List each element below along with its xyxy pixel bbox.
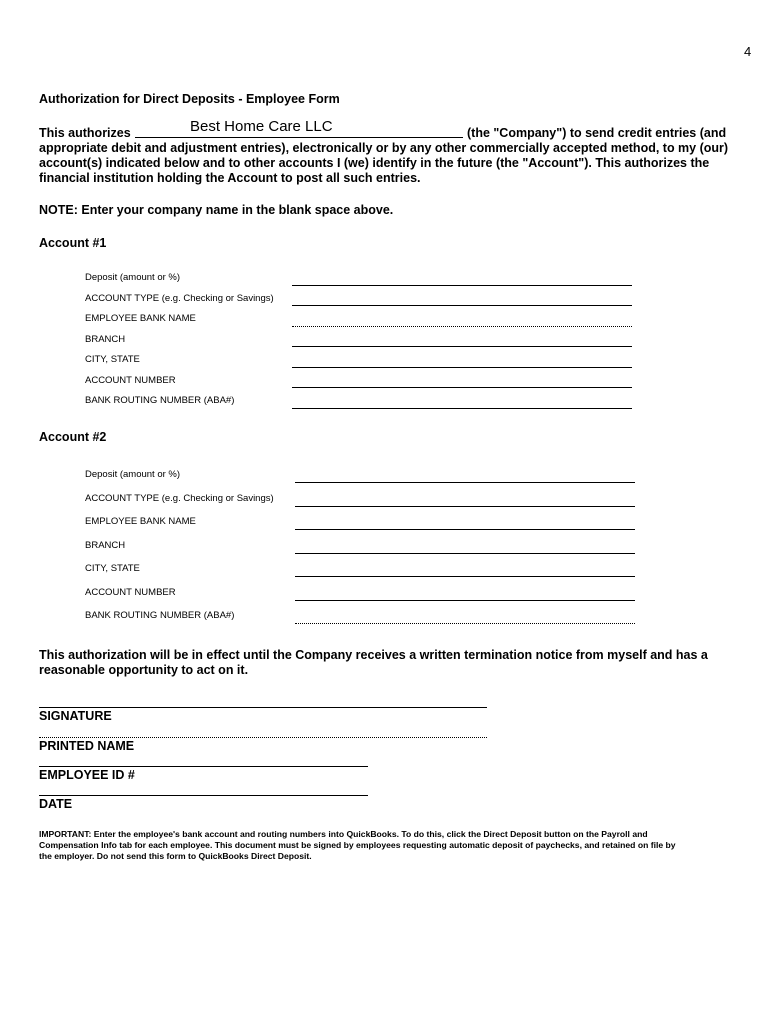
account-1-deposit-label: Deposit (amount or %) [85, 272, 181, 283]
signature-field[interactable] [39, 707, 487, 708]
effect-line-2: reasonable opportunity to act on it. [39, 663, 249, 677]
account-2-account-number-field[interactable] [295, 600, 635, 601]
account-2-routing-label: BANK ROUTING NUMBER (ABA#) [85, 610, 235, 621]
printed-name-field[interactable] [39, 737, 487, 738]
account-1-city-state-label: CITY, STATE [85, 354, 140, 365]
account-2-routing-field[interactable] [295, 623, 635, 624]
account-2-city-state-label: CITY, STATE [85, 563, 140, 574]
account-2-branch-label: BRANCH [85, 540, 126, 551]
company-name-field[interactable]: Best Home Care LLC [190, 118, 333, 135]
account-2-deposit-field[interactable] [295, 482, 635, 483]
account-2-bank-name-field[interactable] [295, 529, 635, 530]
account-2-heading: Account #2 [39, 430, 107, 444]
account-1-heading: Account #1 [39, 236, 107, 250]
account-1-type-label: ACCOUNT TYPE (e.g. Checking or Savings) [85, 293, 274, 304]
date-field[interactable] [39, 795, 368, 796]
account-1-routing-field[interactable] [292, 408, 632, 409]
account-1-account-number-field[interactable] [292, 387, 632, 388]
form-title: Authorization for Direct Deposits - Employee Form [39, 92, 340, 106]
authorization-line-3: account(s) indicated below and to other accounts I (we) identify in the future (the "Account"). This authorizes the [39, 156, 710, 170]
employee-id-field[interactable] [39, 766, 368, 767]
authorization-suffix: (the "Company") to send credit entries (and [467, 126, 727, 140]
account-2-bank-name-label: EMPLOYEE BANK NAME [85, 516, 196, 527]
account-1-branch-field[interactable] [292, 346, 632, 347]
page-number: 4 [744, 44, 752, 59]
account-2-deposit-label: Deposit (amount or %) [85, 469, 181, 480]
note-text: NOTE: Enter your company name in the blank space above. [39, 203, 394, 217]
signature-label: SIGNATURE [39, 709, 112, 723]
account-2-account-number-label: ACCOUNT NUMBER [85, 587, 176, 598]
account-1-bank-name-field[interactable] [292, 326, 632, 327]
important-line-2: Compensation Info tab for each employee. This document must be signed by employees requesting automatic deposit of paychecks, and retained on file by [39, 840, 676, 850]
account-2-branch-field[interactable] [295, 553, 635, 554]
effect-line-1: This authorization will be in effect until the Company receives a written termination notice from myself and has a [39, 648, 708, 662]
account-1-bank-name-label: EMPLOYEE BANK NAME [85, 313, 196, 324]
account-2-type-field[interactable] [295, 506, 635, 507]
account-2-city-state-field[interactable] [295, 576, 635, 577]
account-1-city-state-field[interactable] [292, 367, 632, 368]
company-name-line[interactable] [135, 137, 463, 138]
account-1-branch-label: BRANCH [85, 334, 126, 345]
important-line-1: IMPORTANT: Enter the employee's bank account and routing numbers into QuickBooks. To do this, click the Direct Deposit button on the Payroll and [39, 829, 648, 839]
date-label: DATE [39, 797, 73, 811]
authorization-line-2: appropriate debit and adjustment entries), electronically or by any other commercially accepted method, to my (our) [39, 141, 729, 155]
account-1-deposit-field[interactable] [292, 285, 632, 286]
important-line-3: the employer. Do not send this form to QuickBooks Direct Deposit. [39, 851, 312, 861]
account-1-account-number-label: ACCOUNT NUMBER [85, 375, 176, 386]
employee-id-label: EMPLOYEE ID # [39, 768, 135, 782]
account-2-type-label: ACCOUNT TYPE (e.g. Checking or Savings) [85, 493, 274, 504]
account-1-type-field[interactable] [292, 305, 632, 306]
account-1-routing-label: BANK ROUTING NUMBER (ABA#) [85, 395, 235, 406]
authorization-prefix: This authorizes [39, 126, 131, 140]
authorization-line-4: financial institution holding the Account to post all such entries. [39, 171, 421, 185]
printed-name-label: PRINTED NAME [39, 739, 135, 753]
